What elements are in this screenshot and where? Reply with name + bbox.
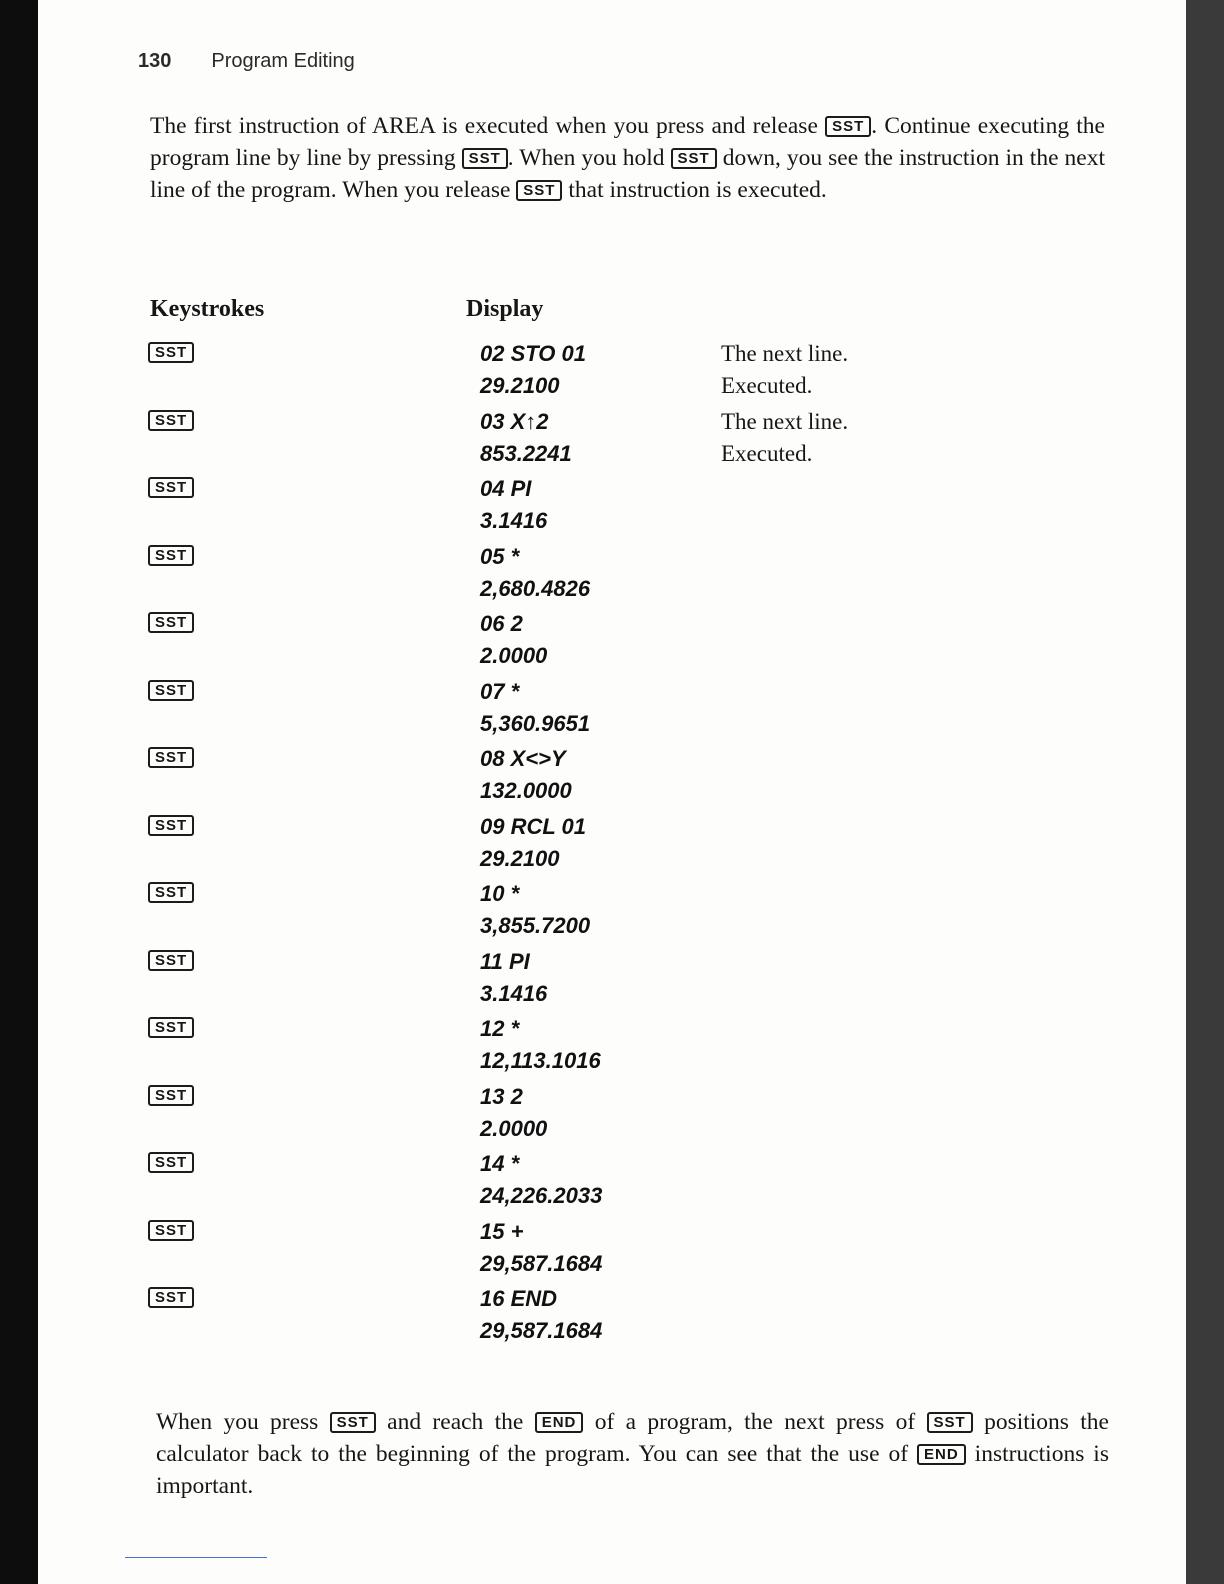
sst-key: SST [148,410,194,431]
display-value [480,1216,602,1280]
note-line: The next line. [721,341,849,366]
display-header: Display [466,296,544,322]
display-instruction: 05 * [480,543,520,569]
sst-key: SST [148,545,194,566]
sst-key: SST [148,950,194,971]
table-row [0,1216,1224,1284]
display-instruction: 02 STO 01 [480,341,586,366]
row-note [721,406,848,470]
end-key: END [535,1412,584,1433]
display-result: 24,226.2033 [480,1183,603,1208]
display-instruction: 12 * [480,1016,520,1041]
display-result: 29.2100 [480,373,560,398]
display-instruction: 08 X<>Y [480,746,566,771]
text-run: that instruction is executed. [562,177,827,203]
display-instruction: 04 PI [480,476,532,501]
table-row [0,338,1224,406]
display-value [480,473,547,537]
display-result: 29,587.1684 [480,1318,603,1343]
display-value [480,1283,602,1347]
table-row [0,946,1224,1014]
display-value [480,811,586,875]
closing-paragraph [156,1406,1109,1502]
sst-key: SST [148,612,194,633]
table-row [0,878,1224,946]
display-value [480,1013,601,1077]
display-result: 12,113.1016 [480,1048,601,1073]
row-note [721,338,848,402]
display-instruction: 09 RCL 01 [480,813,586,839]
keystroke-table [0,338,1224,1351]
display-value [480,541,590,605]
display-result: 2,680.4826 [480,575,591,601]
display-result: 3,855.7200 [480,913,591,938]
text-run: of a program, the next press of [583,1409,927,1435]
display-result: 3.1416 [480,508,548,533]
table-row [0,1081,1224,1149]
text-run: positions the calculator back to the beginning of the program. You can see that the use of [156,1409,1109,1467]
sst-key: SST [330,1412,376,1433]
table-row [0,811,1224,879]
text-run: When you press [156,1409,330,1435]
table-row [0,1013,1224,1081]
display-value [480,676,590,740]
footer-rule [125,1557,267,1558]
sst-key: SST [148,747,194,768]
page-number: 130 [138,50,172,72]
sst-key: SST [671,148,717,169]
display-result: 5,360.9651 [480,710,591,736]
display-result: 29.2100 [480,845,560,871]
display-value [480,878,590,942]
note-line: The next line. [721,408,849,434]
text-run: . When you hold [507,145,671,171]
text-run: and reach the [375,1409,535,1435]
text-run: . Continue executing the program line by line by pressing [150,113,1105,171]
table-row [0,1148,1224,1216]
table-row [0,608,1224,676]
note-line: Executed. [721,373,813,398]
sst-key: SST [462,148,508,169]
display-value [480,406,572,470]
table-row [0,473,1224,541]
keystrokes-header: Keystrokes [150,296,265,322]
display-instruction: 11 PI [480,948,530,974]
display-instruction: 10 * [480,881,520,906]
display-instruction: 16 END [480,1286,558,1311]
display-instruction: 13 2 [480,1083,523,1109]
table-row [0,406,1224,474]
display-value [480,608,547,672]
display-instruction: 15 + [480,1218,524,1244]
display-instruction: 14 * [480,1151,520,1176]
sst-key: SST [148,1017,194,1038]
display-result: 2.0000 [480,643,548,668]
sst-key: SST [148,882,194,903]
sst-key: SST [148,1220,194,1241]
page-header [138,50,355,73]
table-row [0,541,1224,609]
display-value [480,743,572,807]
display-result: 29,587.1684 [480,1250,603,1276]
sst-key: SST [516,180,562,201]
sst-key: SST [148,680,194,701]
display-value [480,1081,547,1145]
text-run: down, you see the instruction in the next line of the program. When you release [150,145,1105,203]
sst-key: SST [148,1085,194,1106]
text-run: The first instruction of AREA is executed when you press and release [150,113,826,139]
sst-key: SST [148,342,194,363]
end-key: END [917,1444,966,1465]
text-run: instructions is important. [156,1441,1109,1499]
sst-key: SST [148,477,194,498]
sst-key: SST [825,116,871,137]
sst-key: SST [148,1287,194,1308]
display-instruction: 03 X↑2 [480,408,549,434]
sst-key: SST [148,815,194,836]
note-line: Executed. [721,440,813,466]
sst-key: SST [927,1412,973,1433]
display-result: 3.1416 [480,980,548,1006]
table-row [0,1283,1224,1351]
display-value [480,946,547,1010]
sst-key: SST [148,1152,194,1173]
display-value [480,338,586,402]
display-instruction: 06 2 [480,611,523,636]
display-result: 2.0000 [480,1115,548,1141]
section-title: Program Editing [211,50,355,72]
intro-paragraph [150,110,1105,206]
table-row [0,743,1224,811]
display-instruction: 07 * [480,678,520,704]
display-result: 132.0000 [480,778,572,803]
display-result: 853.2241 [480,440,572,466]
display-value [480,1148,602,1212]
table-row [0,676,1224,744]
